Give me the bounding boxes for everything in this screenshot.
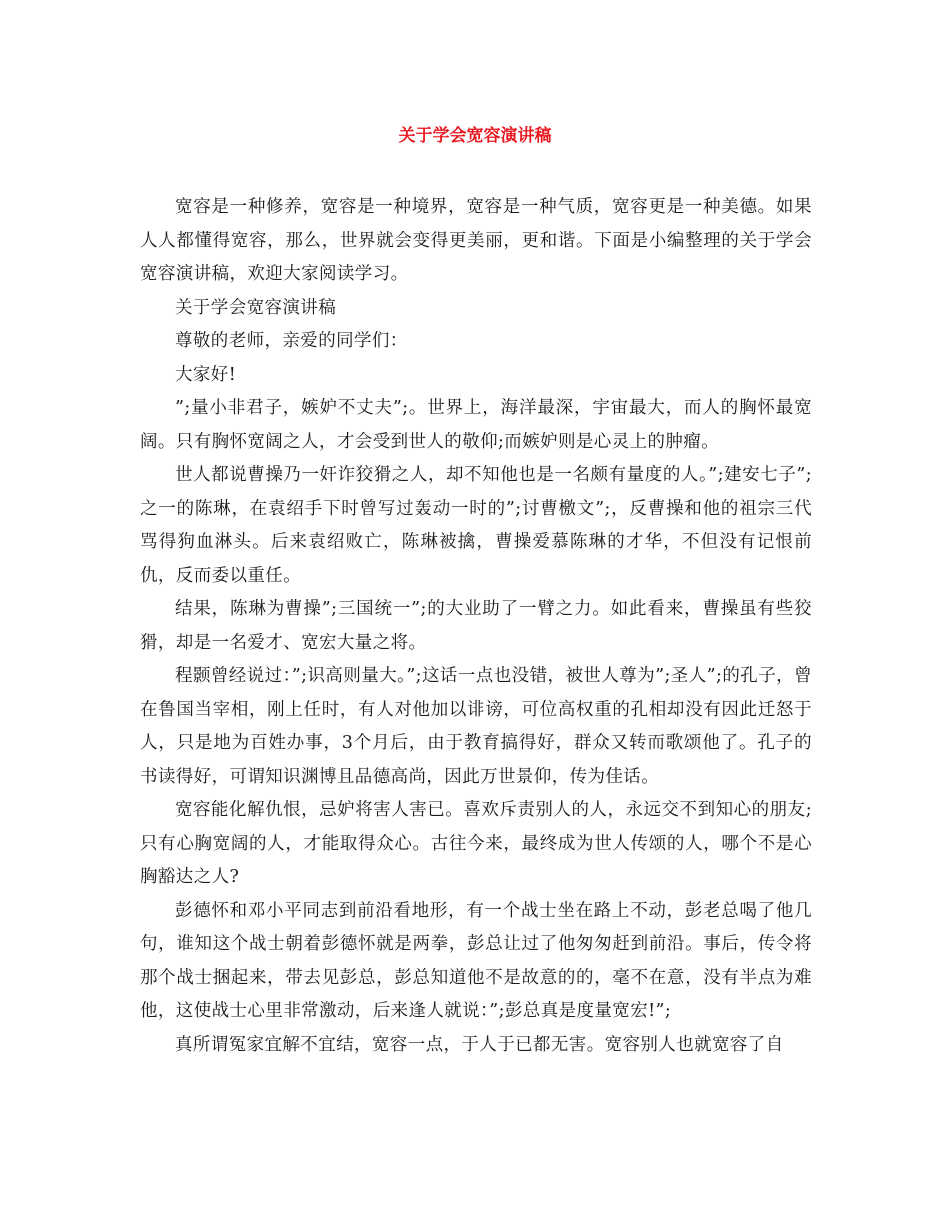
paragraph-subtitle: 关于学会宽容演讲稿	[175, 297, 337, 318]
paragraph-body: 世人都说曹操乃一奸诈狡猾之人，却不知他也是一名颇有量度的人。”;建安七子”;之一的陈琳，在袁绍手下时曾写过轰动一时的”;讨曹檄文”;，反曹操和他的祖宗三代骂得狗血淋头。后来袁绍败亡，陈琳被擒，曹操爱慕陈琳的才华，不但没有记恨前仇，反而委以重任。	[140, 465, 812, 586]
paragraph-body: 程颢曾经说过：”;识高则量大。”;这话一点也没错，被世人尊为”;圣人”;的孔子，曾在鲁国当宰相，刚上任时，有人对他加以诽谤，可位高权重的孔相却没有因此迁怒于人，只是地为百姓办事，3个月后，由于教育搞得好，群众又转而歌颂他了。孔子的书读得好，可谓知识渊博且品德高尚，因此万世景仰，传为佳话。	[140, 666, 812, 787]
paragraph-body: 彭德怀和邓小平同志到前沿看地形，有一个战士坐在路上不动，彭老总喝了他几句，谁知这个战士朝着彭德怀就是两拳，彭总让过了他匆匆赶到前沿。事后，传令将那个战士捆起来，带去见彭总，彭总知道他不是故意的的，毫不在意，没有半点为难他，这使战士心里非常激动，后来逢人就说：”;彭总真是度量宽宏!”;	[140, 900, 812, 1021]
paragraph-salutation: 尊敬的老师，亲爱的同学们：	[175, 331, 408, 351]
paragraph-intro: 宽容是一种修养，宽容是一种境界，宽容是一种气质，宽容更是一种美德。如果人人都懂得宽容，那么，世界就会变得更美丽，更和谐。下面是小编整理的关于学会宽容演讲稿，欢迎大家阅读学习。	[140, 197, 812, 284]
paragraph-body: 结果，陈琳为曹操”;三国统一”;的大业助了一臂之力。如此看来，曹操虽有些狡猾，却是一名爱才、宽宏大量之将。	[140, 599, 812, 653]
document-title: 关于学会宽容演讲稿	[398, 126, 552, 146]
paragraph-body: 真所谓冤家宜解不宜结，宽容一点，于人于已都无害。宽容别人也就宽容了自	[175, 1034, 784, 1055]
paragraph-body: 宽容能化解仇恨，忌妒将害人害已。喜欢斥责别人的人，永远交不到知心的朋友;只有心胸宽阔的人，才能取得众心。古往今来，最终成为世人传颂的人，哪个不是心胸豁达之人?	[140, 800, 812, 887]
paragraph-greeting: 大家好!	[175, 364, 237, 385]
document-body	[140, 191, 812, 1062]
paragraph-body: ”;量小非君子，嫉妒不丈夫”;。世界上，海洋最深，宇宙最大，而人的胸怀最宽阔。只有胸怀宽阔之人，才会受到世人的敬仰;而嫉妒则是心灵上的肿瘤。	[140, 398, 812, 452]
